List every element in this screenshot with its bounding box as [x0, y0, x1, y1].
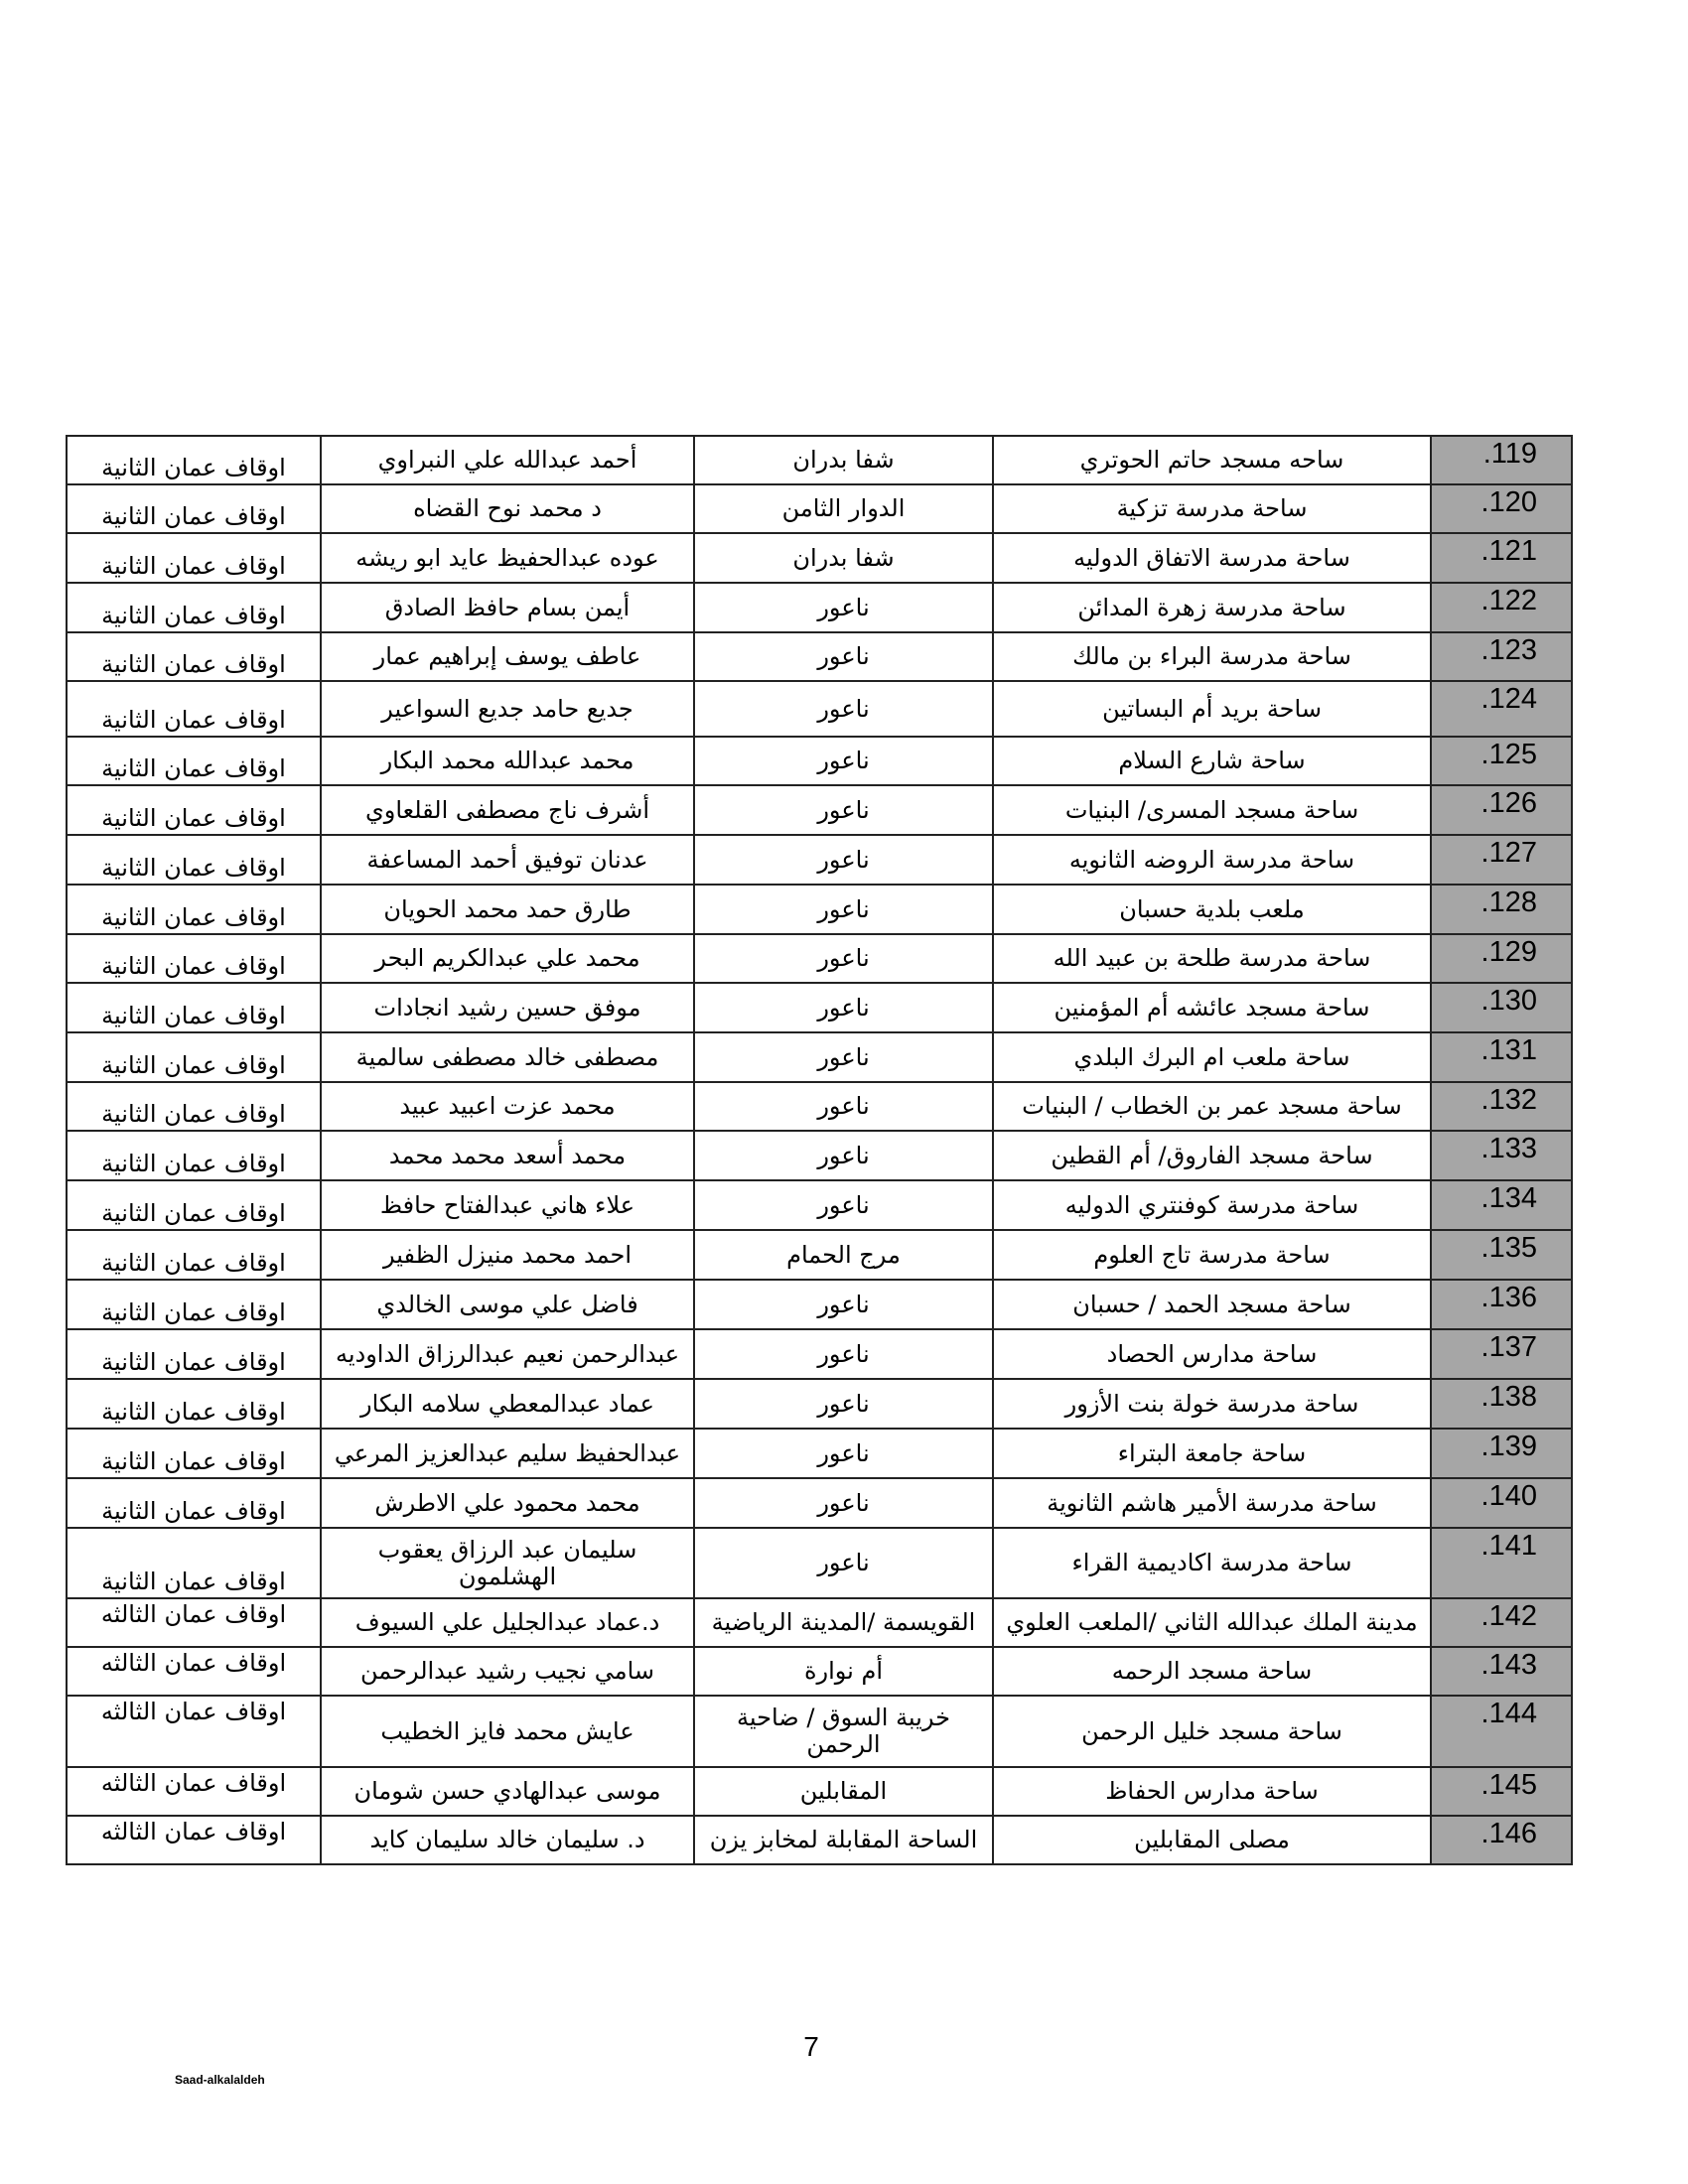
location-cell: مصلى المقابلين: [993, 1816, 1431, 1864]
area-cell: ناعور: [694, 1032, 993, 1082]
table-row: [67, 885, 1572, 934]
row-number: .126: [1431, 785, 1572, 835]
area-cell: ناعور: [694, 1280, 993, 1329]
location-cell: ساحة مدارس الحفاظ: [993, 1767, 1431, 1816]
row-number: .142: [1431, 1598, 1572, 1647]
area-cell: ناعور: [694, 885, 993, 934]
authority-cell: اوقاف عمان الثانية: [67, 1131, 321, 1180]
row-number: .131: [1431, 1032, 1572, 1082]
area-cell: ناعور: [694, 632, 993, 681]
authority-cell: اوقاف عمان الثالثه: [67, 1647, 321, 1696]
table-row: [67, 1032, 1572, 1082]
location-cell: ساحة مدرسة تاج العلوم: [993, 1230, 1431, 1280]
location-cell: ساحة بريد أم البساتين: [993, 681, 1431, 737]
row-number: .122: [1431, 583, 1572, 632]
area-cell: ناعور: [694, 835, 993, 885]
location-cell: ساحة مدرسة كوفنتري الدوليه: [993, 1180, 1431, 1230]
person-cell: محمد علي عبدالكريم البحر: [321, 934, 694, 983]
authority-cell: اوقاف عمان الثالثه: [67, 1767, 321, 1816]
table-row: [67, 1329, 1572, 1379]
row-number: .135: [1431, 1230, 1572, 1280]
area-cell: ناعور: [694, 983, 993, 1032]
person-cell: محمد أسعد محمد محمد: [321, 1131, 694, 1180]
area-cell: ناعور: [694, 737, 993, 785]
row-number: .139: [1431, 1429, 1572, 1478]
authority-cell: اوقاف عمان الثانية: [67, 1180, 321, 1230]
table-row: [67, 983, 1572, 1032]
authority-cell: اوقاف عمان الثانية: [67, 484, 321, 533]
row-number: .141: [1431, 1528, 1572, 1598]
location-cell: ساحة مدرسة زهرة المدائن: [993, 583, 1431, 632]
person-cell: طارق حمد محمد الحويان: [321, 885, 694, 934]
person-cell: محمد محمود علي الاطرش: [321, 1478, 694, 1528]
table-row: [67, 436, 1572, 484]
area-cell: ناعور: [694, 785, 993, 835]
location-cell: ساحة مدرسة البراء بن مالك: [993, 632, 1431, 681]
person-cell: أشرف ناج مصطفى القلعاوي: [321, 785, 694, 835]
area-cell: ناعور: [694, 1528, 993, 1598]
person-cell: مصطفى خالد مصطفى سالمية: [321, 1032, 694, 1082]
person-cell: د. سليمان خالد سليمان كايد: [321, 1816, 694, 1864]
location-cell: ساحة جامعة البتراء: [993, 1429, 1431, 1478]
person-cell: عبدالرحمن نعيم عبدالرزاق الداوديه: [321, 1329, 694, 1379]
authority-cell: اوقاف عمان الثالثه: [67, 1816, 321, 1864]
area-cell: المقابلين: [694, 1767, 993, 1816]
authority-cell: اوقاف عمان الثانية: [67, 1280, 321, 1329]
row-number: .132: [1431, 1082, 1572, 1131]
area-cell: شفا بدران: [694, 533, 993, 583]
location-cell: ساحة مدرسة تزكية: [993, 484, 1431, 533]
person-cell: سامي نجيب رشيد عبدالرحمن: [321, 1647, 694, 1696]
authority-cell: اوقاف عمان الثانية: [67, 681, 321, 737]
row-number: .130: [1431, 983, 1572, 1032]
person-cell: عماد عبدالمعطي سلامه البكار: [321, 1379, 694, 1429]
authority-cell: اوقاف عمان الثانية: [67, 436, 321, 484]
area-cell: الدوار الثامن: [694, 484, 993, 533]
page-number: 7: [803, 2031, 819, 2062]
person-cell: علاء هاني عبدالفتاح حافظ: [321, 1180, 694, 1230]
row-number: .138: [1431, 1379, 1572, 1429]
authority-cell: اوقاف عمان الثانية: [67, 934, 321, 983]
authority-cell: اوقاف عمان الثانية: [67, 1478, 321, 1528]
location-cell: ساحة مسجد الحمد / حسبان: [993, 1280, 1431, 1329]
location-cell: ساحة مسجد عمر بن الخطاب / البنيات: [993, 1082, 1431, 1131]
authority-cell: اوقاف عمان الثانية: [67, 785, 321, 835]
person-cell: جديع حامد جديع السواعير: [321, 681, 694, 737]
area-cell: ناعور: [694, 1131, 993, 1180]
area-cell: ناعور: [694, 1082, 993, 1131]
row-number: .124: [1431, 681, 1572, 737]
authority-cell: اوقاف عمان الثانية: [67, 533, 321, 583]
row-number: .123: [1431, 632, 1572, 681]
person-cell: محمد عبدالله محمد البكار: [321, 737, 694, 785]
table-row: [67, 1767, 1572, 1816]
authority-cell: اوقاف عمان الثانية: [67, 835, 321, 885]
table-row: [67, 1528, 1572, 1598]
table-row: [67, 1131, 1572, 1180]
table-row: [67, 934, 1572, 983]
person-cell: موسى عبدالهادي حسن شومان: [321, 1767, 694, 1816]
location-cell: ساحة مسجد الرحمه: [993, 1647, 1431, 1696]
row-number: .144: [1431, 1696, 1572, 1767]
person-cell: عبدالحفيظ سليم عبدالعزيز المرعي: [321, 1429, 694, 1478]
row-number: .119: [1431, 436, 1572, 484]
area-cell: ناعور: [694, 1379, 993, 1429]
location-cell: ساحة شارع السلام: [993, 737, 1431, 785]
person-cell: سليمان عبد الرزاق يعقوب الهشلمون: [321, 1528, 694, 1598]
area-cell: ناعور: [694, 1329, 993, 1379]
authority-cell: اوقاف عمان الثانية: [67, 1032, 321, 1082]
person-cell: محمد عزت اعبيد عبيد: [321, 1082, 694, 1131]
area-cell: أم نوارة: [694, 1647, 993, 1696]
author-footer: Saad-alkalaldeh: [175, 2073, 265, 2087]
table-row: [67, 737, 1572, 785]
area-cell: ناعور: [694, 1180, 993, 1230]
row-number: .121: [1431, 533, 1572, 583]
authority-cell: اوقاف عمان الثانية: [67, 632, 321, 681]
authority-cell: اوقاف عمان الثانية: [67, 1429, 321, 1478]
authority-cell: اوقاف عمان الثانية: [67, 1329, 321, 1379]
location-cell: ساحة مدرسة اكاديمية القراء: [993, 1528, 1431, 1598]
location-cell: ساحة مدرسة الأمير هاشم الثانوية: [993, 1478, 1431, 1528]
row-number: .128: [1431, 885, 1572, 934]
area-cell: الساحة المقابلة لمخابز يزن: [694, 1816, 993, 1864]
person-cell: أيمن بسام حافظ الصادق: [321, 583, 694, 632]
person-cell: عوده عبدالحفيظ عايد ابو ريشه: [321, 533, 694, 583]
authority-cell: اوقاف عمان الثانية: [67, 1230, 321, 1280]
table-row: [67, 583, 1572, 632]
authority-cell: اوقاف عمان الثانية: [67, 1082, 321, 1131]
row-number: .134: [1431, 1180, 1572, 1230]
person-cell: فاضل علي موسى الخالدي: [321, 1280, 694, 1329]
table-row: [67, 835, 1572, 885]
area-cell: شفا بدران: [694, 436, 993, 484]
person-cell: عدنان توفيق أحمد المساعفة: [321, 835, 694, 885]
table-row: [67, 1478, 1572, 1528]
row-number: .146: [1431, 1816, 1572, 1864]
location-cell: ساحة مدرسة طلحة بن عبيد الله: [993, 934, 1431, 983]
location-cell: ساحة ملعب ام البرك البلدي: [993, 1032, 1431, 1082]
authority-cell: اوقاف عمان الثانية: [67, 1379, 321, 1429]
area-cell: القويسمة /المدينة الرياضية: [694, 1598, 993, 1647]
person-cell: عاطف يوسف إبراهيم عمار: [321, 632, 694, 681]
location-cell: ساحة مسجد خليل الرحمن: [993, 1696, 1431, 1767]
person-cell: د.عماد عبدالجليل علي السيوف: [321, 1598, 694, 1647]
authority-cell: اوقاف عمان الثانية: [67, 583, 321, 632]
location-cell: ساحة مدارس الحصاد: [993, 1329, 1431, 1379]
area-cell: ناعور: [694, 1429, 993, 1478]
table-row: [67, 1180, 1572, 1230]
table-row: [67, 632, 1572, 681]
row-number: .127: [1431, 835, 1572, 885]
row-number: .137: [1431, 1329, 1572, 1379]
location-cell: ساحة مدرسة الاتفاق الدوليه: [993, 533, 1431, 583]
row-number: .136: [1431, 1280, 1572, 1329]
area-cell: ناعور: [694, 583, 993, 632]
prayer-locations-table: [66, 435, 1573, 1865]
row-number: .129: [1431, 934, 1572, 983]
table-row: [67, 1647, 1572, 1696]
location-cell: ملعب بلدية حسبان: [993, 885, 1431, 934]
table-row: [67, 1379, 1572, 1429]
table-row: [67, 1082, 1572, 1131]
area-cell: خريبة السوق / ضاحية الرحمن: [694, 1696, 993, 1767]
row-number: .145: [1431, 1767, 1572, 1816]
authority-cell: اوقاف عمان الثالثه: [67, 1696, 321, 1767]
table-row: [67, 785, 1572, 835]
table-row: [67, 484, 1572, 533]
location-cell: ساحة مسجد المسرى/ البنيات: [993, 785, 1431, 835]
row-number: .143: [1431, 1647, 1572, 1696]
location-cell: ساحة مسجد عائشه أم المؤمنين: [993, 983, 1431, 1032]
authority-cell: اوقاف عمان الثانية: [67, 1528, 321, 1598]
row-number: .120: [1431, 484, 1572, 533]
table-row: [67, 1230, 1572, 1280]
table-row: [67, 1598, 1572, 1647]
area-cell: ناعور: [694, 934, 993, 983]
person-cell: عايش محمد فايز الخطيب: [321, 1696, 694, 1767]
row-number: .125: [1431, 737, 1572, 785]
person-cell: أحمد عبدالله علي النبراوي: [321, 436, 694, 484]
person-cell: د محمد نوح القضاه: [321, 484, 694, 533]
table-row: [67, 1696, 1572, 1767]
table-row: [67, 1280, 1572, 1329]
location-cell: مدينة الملك عبدالله الثاني /الملعب العلوي: [993, 1598, 1431, 1647]
location-cell: ساحه مسجد حاتم الحوتري: [993, 436, 1431, 484]
location-cell: ساحة مسجد الفاروق/ أم القطين: [993, 1131, 1431, 1180]
person-cell: احمد محمد منيزل الظفير: [321, 1230, 694, 1280]
table-row: [67, 533, 1572, 583]
person-cell: موفق حسين رشيد انجادات: [321, 983, 694, 1032]
row-number: .133: [1431, 1131, 1572, 1180]
area-cell: ناعور: [694, 1478, 993, 1528]
authority-cell: اوقاف عمان الثانية: [67, 983, 321, 1032]
authority-cell: اوقاف عمان الثانية: [67, 885, 321, 934]
table-row: [67, 1429, 1572, 1478]
location-cell: ساحة مدرسة خولة بنت الأزور: [993, 1379, 1431, 1429]
location-cell: ساحة مدرسة الروضه الثانويه: [993, 835, 1431, 885]
authority-cell: اوقاف عمان الثانية: [67, 737, 321, 785]
table-row: [67, 681, 1572, 737]
area-cell: ناعور: [694, 681, 993, 737]
table-row: [67, 1816, 1572, 1864]
authority-cell: اوقاف عمان الثالثه: [67, 1598, 321, 1647]
row-number: .140: [1431, 1478, 1572, 1528]
area-cell: مرج الحمام: [694, 1230, 993, 1280]
